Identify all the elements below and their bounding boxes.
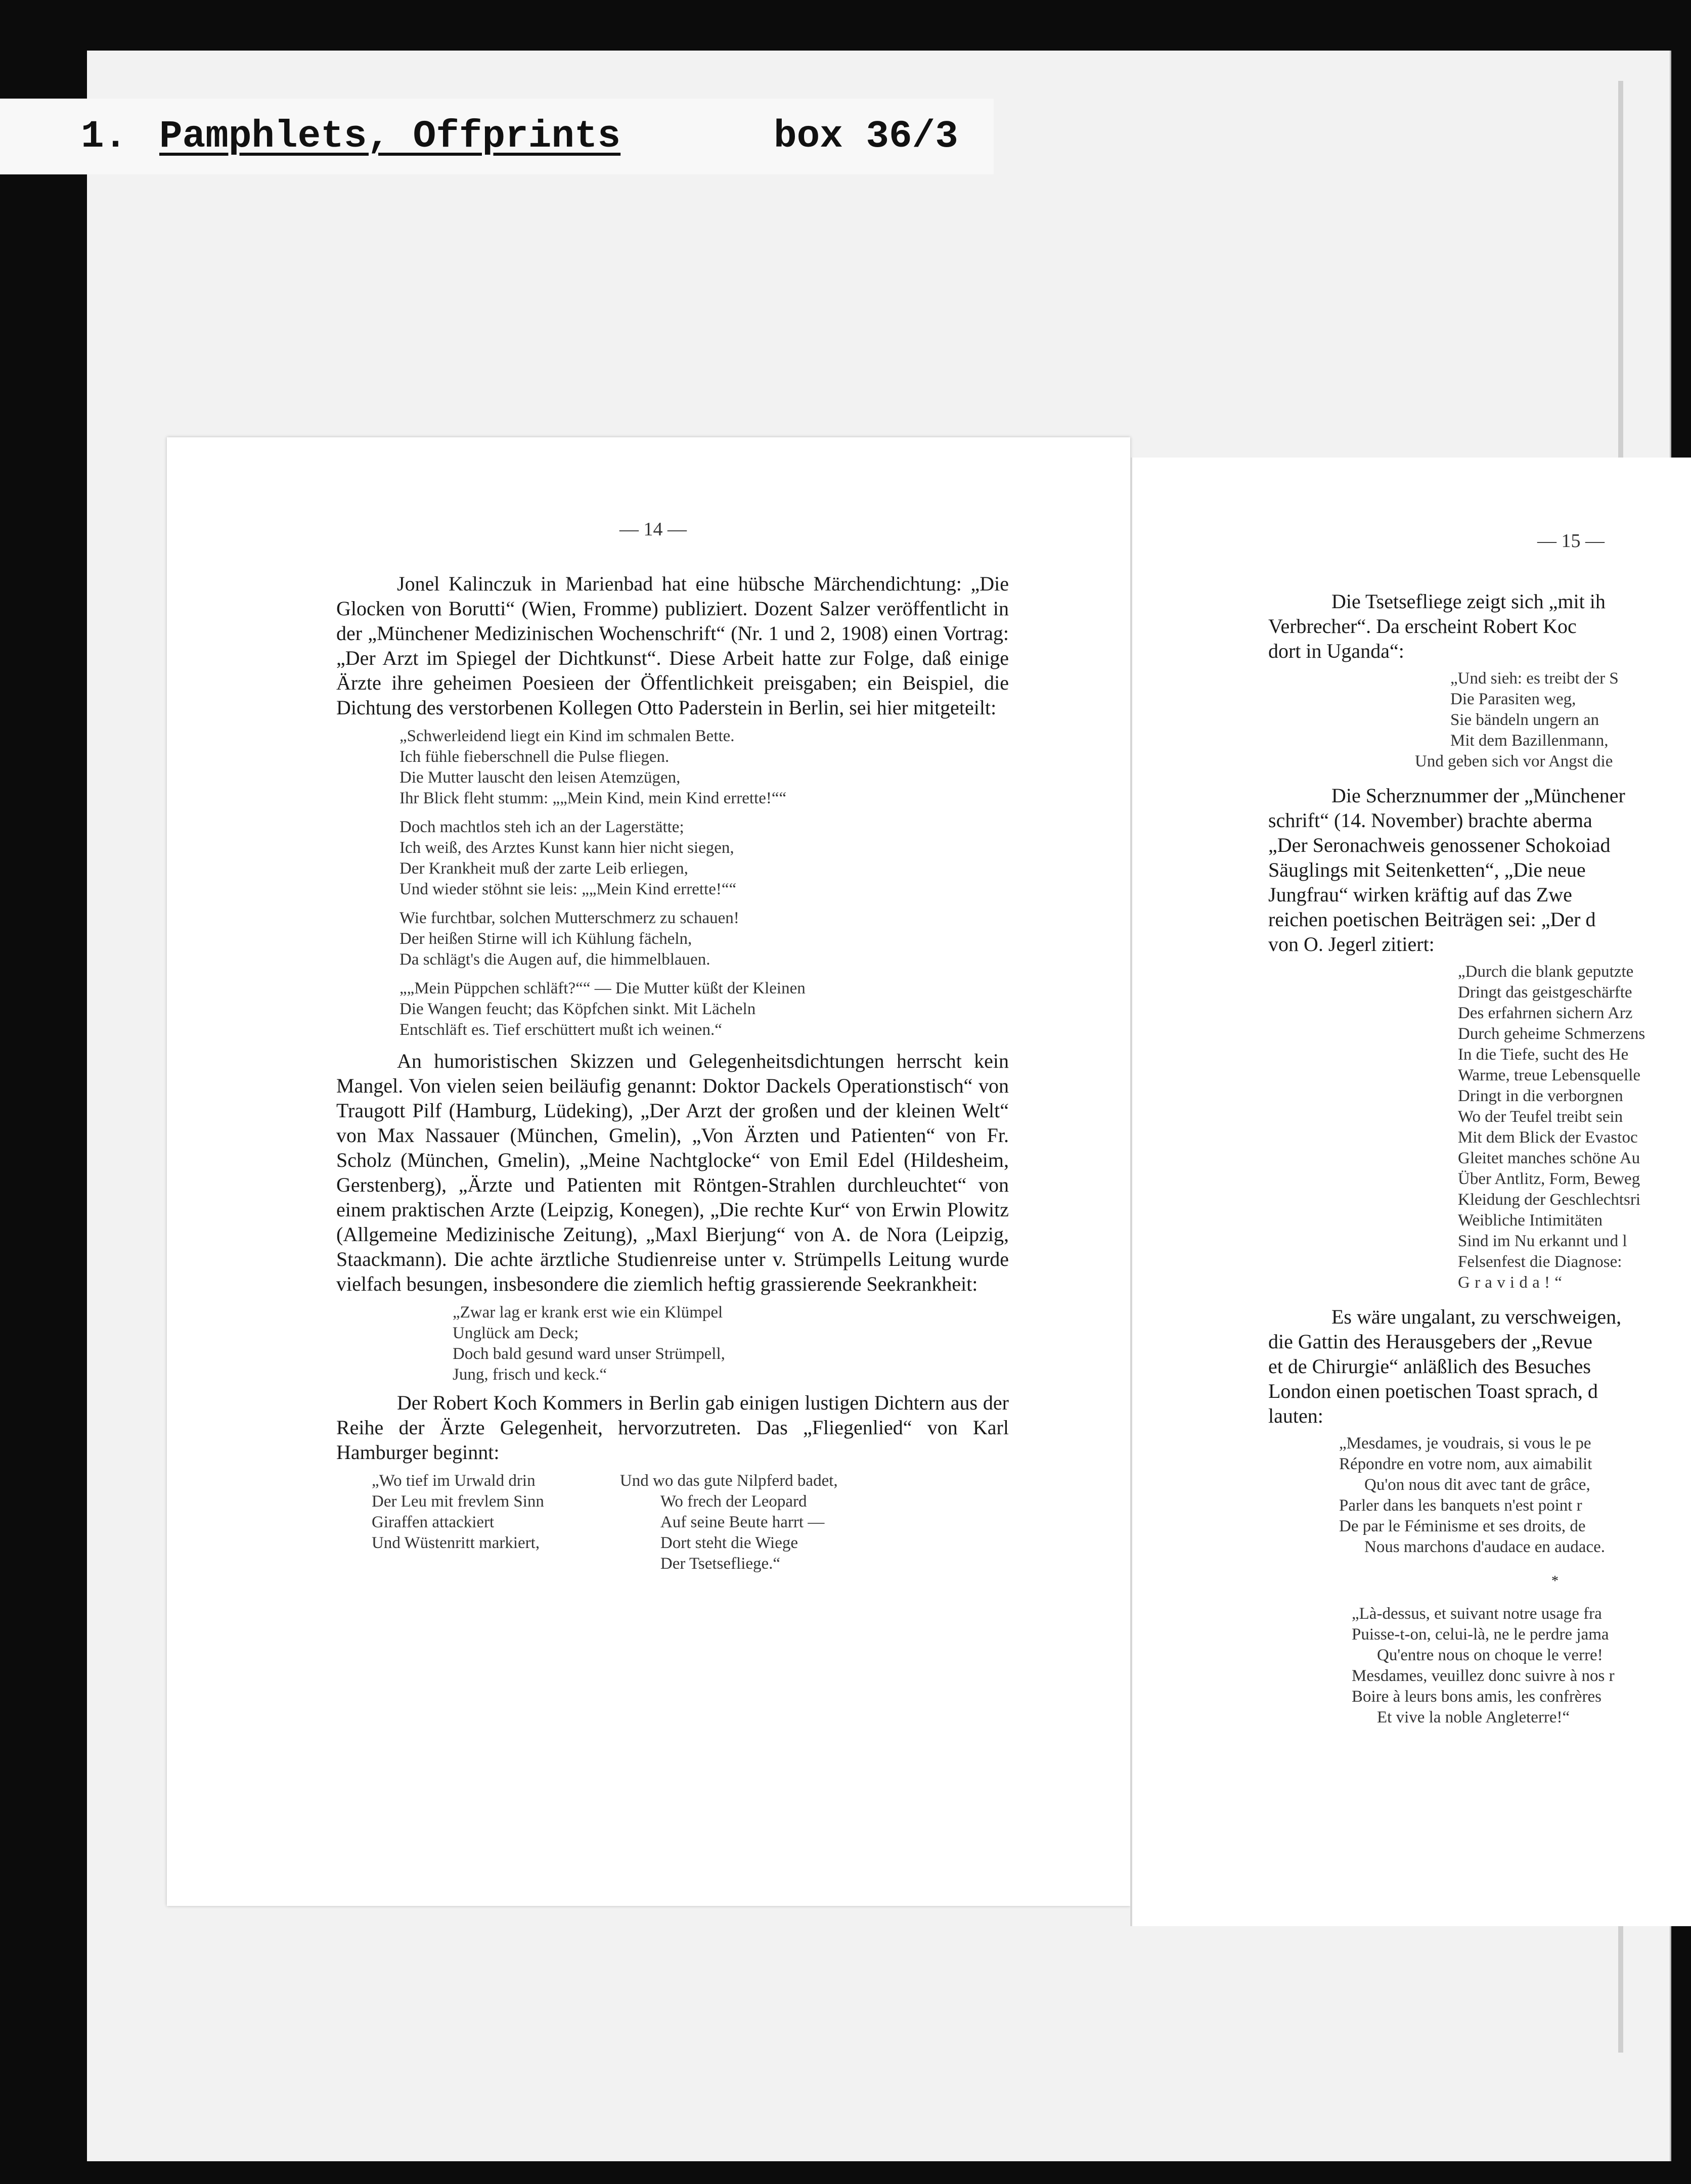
poem-line: Gravida!“ [1458, 1273, 1567, 1292]
poem-struempell [453, 1302, 1009, 1385]
poem-line: Dringt in die verborgnen [1458, 1087, 1623, 1105]
poem-line: Die Mutter lauscht den leisen Atemzügen, [399, 768, 681, 787]
poem-line: Und wieder stöhnt sie leis: „„Mein Kind errette!““ [399, 880, 737, 898]
text-line: Die Tsetsefliege zeigt sich „mit ih [1331, 590, 1606, 613]
poem-line: Auf seine Beute harrt — [660, 1513, 825, 1531]
text-line: die Gattin des Herausgebers der „Revue [1268, 1330, 1592, 1353]
poem-line: Dringt das geistgeschärfte [1458, 983, 1632, 1002]
poem-line: Parler dans les banquets n'est point r [1339, 1496, 1582, 1515]
poem-stanza [399, 726, 1009, 809]
poem-line: Qu'entre nous on choque le verre! [1377, 1646, 1603, 1664]
poem-koch [1415, 668, 1691, 772]
poem-line: Der Krankheit muß der zarte Leib erliegen, [399, 859, 688, 878]
text-line: lauten: [1268, 1404, 1323, 1427]
left-page-body [336, 571, 1009, 1574]
label-number: 1. [81, 115, 127, 158]
poem-jegerl [1458, 962, 1691, 1293]
right-page-body [1268, 589, 1691, 1739]
poem-line: Felsenfest die Diagnose: [1458, 1253, 1622, 1271]
text-line: schrift“ (14. November) brachte aberma [1268, 809, 1592, 832]
text-line: Es wäre ungalant, zu verschweigen, [1331, 1305, 1622, 1328]
poem-stanza [399, 908, 1009, 970]
poem-line: Wie furchtbar, solchen Mutterschmerz zu schauen! [399, 909, 739, 927]
poem-line: Giraffen attackiert [372, 1513, 495, 1531]
poem-line: „Schwerleidend liegt ein Kind im schmalen Bette. [399, 727, 735, 745]
poem-line: Dort steht die Wiege [660, 1534, 798, 1552]
text-line: et de Chirurgie“ anläßlich des Besuches [1268, 1355, 1591, 1378]
poem-line: De par le Féminisme et ses droits, de [1339, 1517, 1586, 1535]
poem-line: Durch geheime Schmerzens [1458, 1025, 1645, 1043]
poem-line: Et vive la noble Angleterre!“ [1377, 1708, 1570, 1726]
poem-paderstein [399, 726, 1009, 1040]
poem-line: Ihr Blick fleht stumm: „„Mein Kind, mein Kind errette!““ [399, 789, 787, 807]
poem-line: Kleidung der Geschlechtsri [1458, 1191, 1641, 1209]
poem-line: Nous marchons d'audace en audace. [1364, 1538, 1605, 1556]
text-line: London einen poetischen Toast sprach, d [1268, 1380, 1598, 1402]
archive-label-strip [0, 99, 994, 174]
text-line: reichen poetischen Beiträgen sei: „Der d [1268, 908, 1596, 931]
poem-line: Über Antlitz, Form, Beweg [1458, 1170, 1640, 1188]
poem-line: Des erfahrnen sichern Arz [1458, 1004, 1633, 1022]
poem-line: Warme, treue Lebensquelle [1458, 1066, 1641, 1084]
text-line: Säuglings mit Seitenketten“, „Die neue [1268, 858, 1586, 881]
poem-line: Wo der Teufel treibt sein [1458, 1108, 1623, 1126]
poem-fliegenlied [372, 1471, 1009, 1574]
poem-line: Mit dem Bazillenmann, [1450, 732, 1609, 750]
label-box: box 36/3 [774, 115, 958, 158]
poem-line: Jung, frisch und keck.“ [453, 1366, 607, 1384]
poem-line: Mesdames, veuillez donc suivre à nos r [1352, 1667, 1615, 1685]
poem-line: Die Parasiten weg, [1450, 690, 1576, 708]
poem-line: Doch bald gesund ward unser Strümpell, [453, 1345, 725, 1363]
poem-line: Puisse-t-on, celui-là, ne le perdre jama [1352, 1625, 1609, 1644]
poem-line: „Wo tief im Urwald drin [372, 1472, 536, 1490]
poem-line: Unglück am Deck; [453, 1324, 579, 1342]
poem-line: Sind im Nu erkannt und l [1458, 1232, 1627, 1250]
text-line: Verbrecher“. Da erscheint Robert Koc [1268, 615, 1577, 638]
poem-line: Ich weiß, des Arztes Kunst kann hier nicht siegen, [399, 839, 734, 857]
text-line: Die Scherznummer der „Münchener [1331, 784, 1625, 807]
paragraph-3: Der Robert Koch Kommers in Berlin gab einigen lustigen Dichtern aus der Reihe der Ärzte Gelegenheit, hervorzutreten. Das „Fliegenlied“ von Karl Hamburger beginnt: [336, 1391, 1009, 1464]
poem-line: Sie bändeln ungern an [1450, 711, 1599, 729]
poem-line: Entschläft es. Tief erschüttert mußt ich weinen.“ [399, 1021, 722, 1039]
poem-line: In die Tiefe, sucht des He [1458, 1045, 1629, 1064]
poem-line: Boire à leurs bons amis, les confrères [1352, 1688, 1601, 1706]
text-line: dort in Uganda“: [1268, 640, 1404, 662]
label-title: Pamphlets, Offprints [159, 115, 621, 158]
poem-line: „Zwar lag er krank erst wie ein Klümpel [453, 1303, 723, 1322]
poem-column-right [620, 1471, 838, 1574]
poem-line: Mit dem Blick der Evastoc [1458, 1128, 1638, 1147]
poem-line: Wo frech der Leopard [660, 1492, 807, 1511]
paragraph-1: Jonel Kalinczuk in Marienbad hat eine hübsche Märchendichtung: „Die Glocken von Borutti“ (Wien, Fromme) publiziert. Dozent Salzer veröffentlicht in der „Münchener Medizinischen Wochenschrift“ (Nr. 1 und 2, 1908) einen Vortrag: „Der Arzt im Spiegel der Dichtkunst“. Diese Arbeit hatte zur Folge, daß einige Ärzte ihre geheimen Poesieen der Öffentlichkeit preisgaben; ein Beispiel, die Dichtung des verstorbenen Kollegen Otto Paderstein in Berlin, sei hier mitgeteilt: [336, 572, 1009, 719]
text-line: „Der Seronachweis genossener Schokoiad [1268, 834, 1611, 856]
poem-line: „Mesdames, je voudrais, si vous le pe [1339, 1434, 1591, 1452]
poem-line: Der Tsetsefliege.“ [660, 1555, 781, 1573]
poem-column-left [372, 1471, 544, 1574]
poem-line: Und wo das gute Nilpferd badet, [619, 1472, 838, 1490]
poem-line: Der Leu mit frevlem Sinn [372, 1492, 544, 1511]
poem-line: Die Wangen feucht; das Köpfchen sinkt. Mit Lächeln [399, 1000, 756, 1018]
poem-line: Und Wüstenritt markiert, [372, 1534, 540, 1552]
poem-stanza [399, 978, 1009, 1040]
poem-line: Qu'on nous dit avec tant de grâce, [1364, 1476, 1590, 1494]
poem-line: Doch machtlos steh ich an der Lagerstätte; [399, 818, 684, 836]
poem-line: Da schlägt's die Augen auf, die himmelblauen. [399, 950, 710, 969]
poem-line: Ich fühle fieberschnell die Pulse fliegen. [399, 748, 670, 766]
text-line: Jungfrau“ wirken kräftig auf das Zwe [1268, 883, 1572, 906]
poem-line: „„Mein Püppchen schläft?““ — Die Mutter küßt der Kleinen [399, 979, 806, 997]
poem-stanza [399, 817, 1009, 900]
paragraph-2: An humoristischen Skizzen und Gelegenheitsdichtungen herrscht kein Mangel. Von vielen seien beiläufig genannt: Doktor Dackels Operationstisch“ von Traugott Pilf (Hamburg, Lüdeking), „Der Arzt der großen und der kleinen Welt“ von Max Nassauer (München, Gmelin), „Von Ärzten und Patienten“ von Fr. Scholz (München, Gmelin), „Meine Nachtglocke“ von Emil Edel (Hildesheim, Gerstenberg), „Ärzte und Patienten mit Röntgen-Strahlen durchleuchtet“ von einem praktischen Arzte (Leipzig, Konegen), „Die rechte Kur“ von Erwin Plowitz (Allgemeine Medizinische Zeitung), „Maxl Bierjung“ von A. de Nora (Leipzig, Staackmann). Die achte ärztliche Studienreise unter v. Strümpells Leitung wurde vielfach besungen, insbesondere die ziemlich heftig grassierende Seekrankheit: [336, 1050, 1009, 1295]
poem-line: „Und sieh: es treibt der S [1450, 669, 1619, 688]
poem-line: Und geben sich vor Angst die [1415, 752, 1613, 770]
poem-line: „Durch die blank geputzte [1458, 963, 1634, 981]
poem-toast-1 [1339, 1433, 1691, 1558]
poem-toast-2 [1352, 1604, 1691, 1728]
section-star: * [1551, 1573, 1559, 1589]
poem-line: Gleitet manches schöne Au [1458, 1149, 1640, 1167]
text-line: von O. Jegerl zitiert: [1268, 933, 1435, 956]
poem-line: „Là-dessus, et suivant notre usage fra [1352, 1605, 1602, 1623]
poem-line: Répondre en votre nom, aux aimabilit [1339, 1455, 1592, 1473]
poem-line: Weibliche Intimitäten [1458, 1211, 1603, 1230]
page-number-right: — 15 — [1537, 530, 1605, 552]
page-number-left: — 14 — [619, 519, 687, 540]
poem-line: Der heißen Stirne will ich Kühlung fächeln, [399, 930, 692, 948]
